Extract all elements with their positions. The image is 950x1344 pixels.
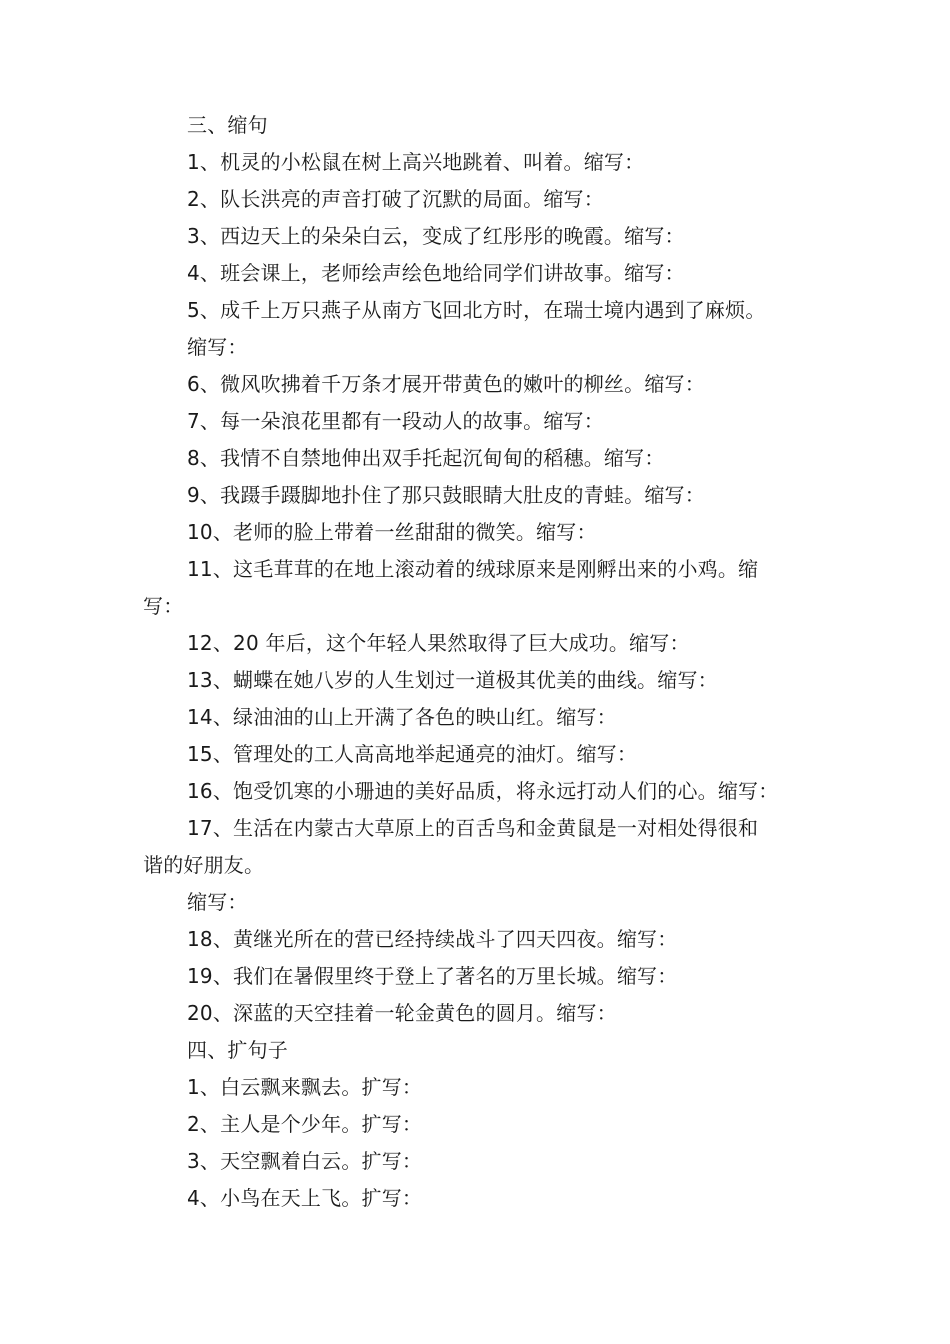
text-line: 4、小鸟在天上飞。扩写： <box>187 1186 423 1210</box>
text-line: 缩写： <box>187 890 248 914</box>
text-line: 13、蝴蝶在她八岁的人生划过一道极其优美的曲线。缩写： <box>187 668 718 692</box>
text-line: 9、我蹑手蹑脚地扑住了那只鼓眼睛大肚皮的青蛙。缩写： <box>187 483 705 507</box>
text-line: 6、微风吹拂着千万条才展开带黄色的嫩叶的柳丝。缩写： <box>187 372 705 396</box>
text-line: 14、绿油油的山上开满了各色的映山红。缩写： <box>187 705 617 729</box>
text-line: 缩写： <box>187 335 248 359</box>
text-line: 写： <box>143 594 184 618</box>
text-line: 11、这毛茸茸的在地上滚动着的绒球原来是刚孵出来的小鸡。缩 <box>187 557 759 581</box>
text-line: 1、白云飘来飘去。扩写： <box>187 1075 423 1099</box>
text-line: 4、班会课上，老师绘声绘色地给同学们讲故事。缩写： <box>187 261 685 285</box>
text-line: 19、我们在暑假里终于登上了著名的万里长城。缩写： <box>187 964 678 988</box>
text-line: 17、生活在内蒙古大草原上的百舌鸟和金黄鼠是一对相处得很和 <box>187 816 759 840</box>
text-line: 2、队长洪亮的声音打破了沉默的局面。缩写： <box>187 187 604 211</box>
text-line: 18、黄继光所在的营已经持续战斗了四天四夜。缩写： <box>187 927 678 951</box>
text-line: 7、每一朵浪花里都有一段动人的故事。缩写： <box>187 409 604 433</box>
text-line: 20、深蓝的天空挂着一轮金黄色的圆月。缩写： <box>187 1001 617 1025</box>
text-line: 四、扩句子 <box>187 1038 288 1062</box>
text-line: 15、管理处的工人高高地举起通亮的油灯。缩写： <box>187 742 638 766</box>
text-line: 3、天空飘着白云。扩写： <box>187 1149 423 1173</box>
text-line: 三、缩句 <box>187 113 268 137</box>
text-line: 1、机灵的小松鼠在树上高兴地跳着、叫着。缩写： <box>187 150 645 174</box>
text-line: 2、主人是个少年。扩写： <box>187 1112 423 1136</box>
text-line: 谐的好朋友。 <box>143 853 265 877</box>
text-line: 8、我情不自禁地伸出双手托起沉甸甸的稻穗。缩写： <box>187 446 665 470</box>
text-line: 3、西边天上的朵朵白云，变成了红彤彤的晚霞。缩写： <box>187 224 685 248</box>
text-line: 16、饱受饥寒的小珊迪的美好品质，将永远打动人们的心。缩写： <box>187 779 779 803</box>
text-line: 10、老师的脸上带着一丝甜甜的微笑。缩写： <box>187 520 597 544</box>
text-line: 12、20 年后，这个年轻人果然取得了巨大成功。缩写： <box>187 631 690 655</box>
text-line: 5、成千上万只燕子从南方飞回北方时，在瑞士境内遇到了麻烦。 <box>187 298 766 322</box>
document-body <box>143 107 828 1217</box>
